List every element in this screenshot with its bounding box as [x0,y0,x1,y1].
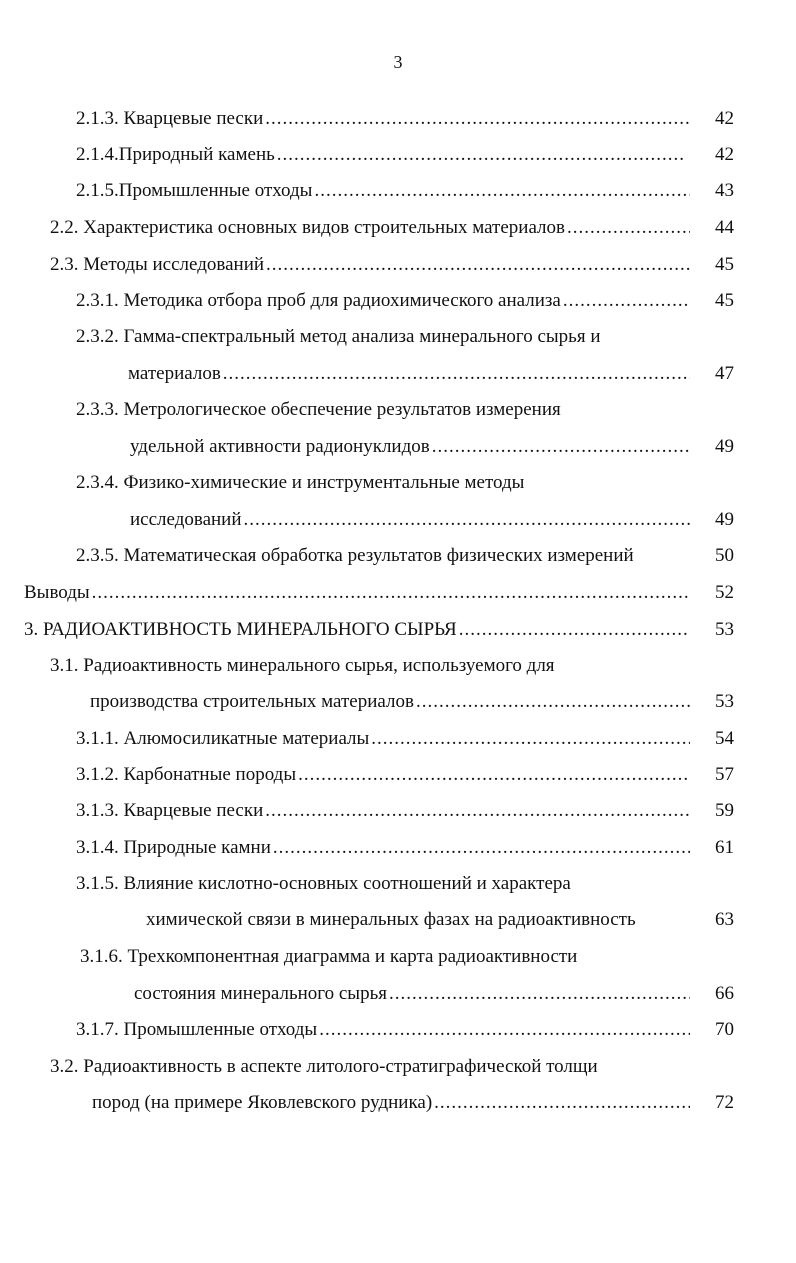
toc-entry-page: 63 [715,909,734,930]
toc-entry-page: 66 [715,983,734,1004]
dot-leader [416,689,690,715]
dot-leader [298,762,690,788]
toc-entry-3-1-5: 3.1.5. Влияние кислотно-основных соотношений и характера [76,873,571,894]
toc-entry-page: 49 [715,436,734,457]
dot-leader [563,288,690,314]
page-number: 3 [393,52,403,72]
toc-entry-page: 47 [715,363,734,384]
toc-entry-text: 3.1.4. Природные камни [76,837,271,858]
toc-entry-page: 52 [715,582,734,603]
dot-leader [265,106,690,132]
dot-leader [244,507,690,533]
toc-entry-text: удельной активности радионуклидов [130,436,430,457]
toc-entry-page: 49 [715,509,734,530]
dot-leader [459,617,690,643]
toc-entry-3-1-6: 3.1.6. Трехкомпонентная диаграмма и карта радиоактивности [80,946,578,967]
dot-leader [434,1090,690,1116]
toc-entry-page: 45 [715,254,734,275]
toc-entry-text: 3.1.2. Карбонатные породы [76,764,297,785]
dot-leader [319,1017,690,1043]
toc-entry-3-1-1 [76,726,692,752]
toc-entry-text: пород (на примере Яковлевского рудника) [92,1092,433,1113]
toc-entry-text: 3.1.3. Кварцевые пески [76,800,264,821]
dot-leader [273,835,690,861]
toc-entry-text: 3.1.1. Алюмосиликатные материалы [76,728,370,749]
toc-entry-text: Выводы [24,582,90,603]
toc-entry-text: 3.1.7. Промышленные отходы [76,1019,318,1040]
toc-entry-3-1-7 [76,1017,692,1043]
dot-leader [314,178,690,204]
toc-entry-2-2 [50,215,692,241]
toc-entry-page: 70 [715,1019,734,1040]
toc-entry-3-2: 3.2. Радиоактивность в аспекте литолого-стратиграфической толщи [50,1056,598,1077]
toc-entry-page: 57 [715,764,734,785]
toc-entry-page: 72 [715,1092,734,1113]
dot-leader [265,798,690,824]
toc-entry-3-1-5-cont: химической связи в минеральных фазах на радиоактивность [146,909,636,930]
toc-entry-page: 42 [715,144,734,165]
toc-entry-2-3-5: 2.3.5. Математическая обработка результатов физических измерений [76,545,634,566]
toc-entry-2-3-4: 2.3.4. Физико-химические и инструментальные методы [76,472,525,493]
toc-entry-text: исследований [130,509,242,530]
toc-entry-page: 53 [715,691,734,712]
toc-entry-text: 2.1.3. Кварцевые пески [76,108,264,129]
toc-entry-text: 2.1.4.Природный камень [76,144,275,165]
toc-entry-page: 45 [715,290,734,311]
toc-entry-2-1-3 [76,106,692,132]
toc-entry-page: 59 [715,800,734,821]
toc-entry-text: производства строительных материалов [90,691,414,712]
toc-entry-2-3-3-cont [130,434,692,460]
toc-entry-page: 43 [715,180,734,201]
toc-entry-3-1-2 [76,762,692,788]
toc-entry-2-3-1 [76,288,692,314]
toc-entry-page: 50 [715,545,734,566]
dot-leader [371,726,690,752]
toc-entry-page: 44 [715,217,734,238]
dot-leader [266,252,690,278]
toc-entry-2-1-4 [76,142,686,168]
dot-leader [223,361,690,387]
toc-entry-conclusions [24,580,692,606]
dot-leader [92,580,690,606]
toc-entry-text: 2.3. Методы исследований [50,254,265,275]
toc-entry-3-1-4 [76,835,692,861]
toc-entry-page: 54 [715,728,734,749]
toc-entry-2-3-4-cont [130,507,692,533]
toc-entry-text: материалов [128,363,221,384]
toc-entry-text: состояния минерального сырья [134,983,387,1004]
dot-leader [432,434,690,460]
toc-entry-3-1-6-cont [134,981,692,1007]
toc-entry-3-1: 3.1. Радиоактивность минерального сырья, используемого для [50,655,555,676]
toc-entry-text: 3. РАДИОАКТИВНОСТЬ МИНЕРАЛЬНОГО СЫРЬЯ [24,619,457,640]
dot-leader [277,142,684,168]
toc-entry-3-2-cont [92,1090,692,1116]
toc-entry-page: 61 [715,837,734,858]
dot-leader [567,215,690,241]
toc-entry-chapter-3 [24,617,692,643]
toc-entry-3-1-3 [76,798,692,824]
dot-leader [389,981,690,1007]
toc-entry-text: 2.1.5.Промышленные отходы [76,180,313,201]
toc-entry-2-3 [50,252,692,278]
toc-entry-page: 42 [715,108,734,129]
toc-entry-text: 2.3.1. Методика отбора проб для радиохимического анализа [76,290,561,311]
toc-entry-2-3-2: 2.3.2. Гамма-спектральный метод анализа минерального сырья и [76,326,601,347]
toc-entry-2-1-5 [76,178,692,204]
toc-entry-page: 53 [715,619,734,640]
toc-entry-2-3-3: 2.3.3. Метрологическое обеспечение результатов измерения [76,399,561,420]
toc-entry-text: 2.2. Характеристика основных видов строительных материалов [50,217,566,238]
toc-entry-2-3-2-cont [128,361,692,387]
toc-entry-3-1-cont [90,689,692,715]
